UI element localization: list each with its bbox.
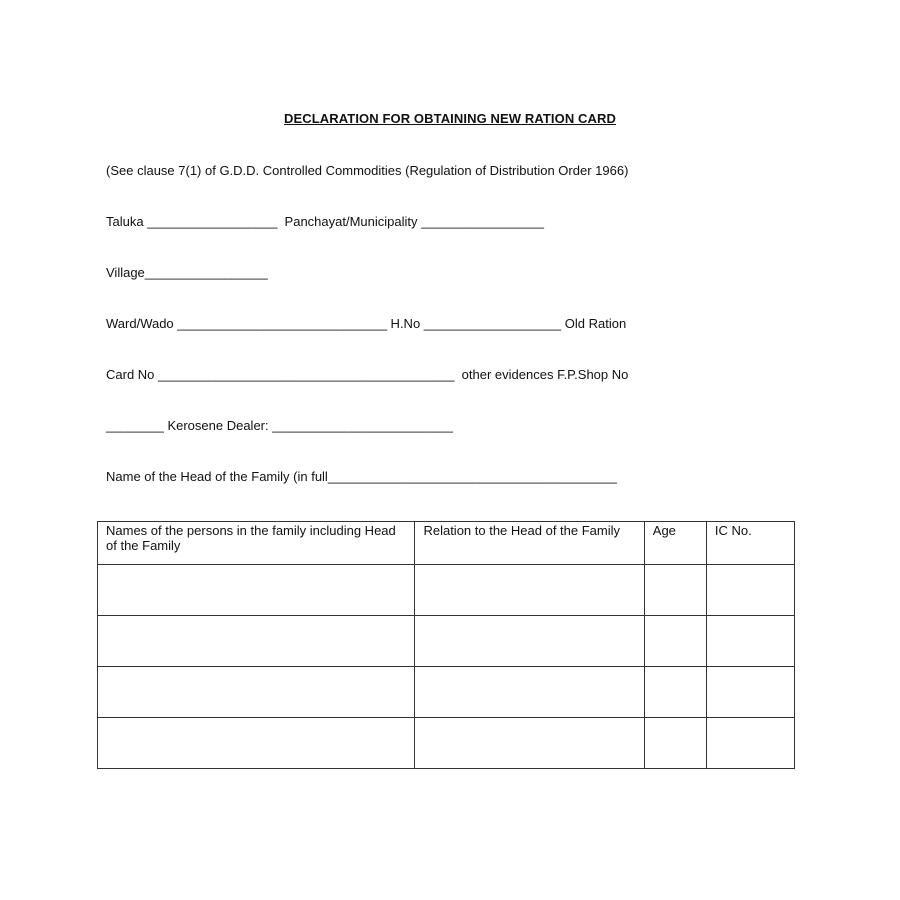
cell-ic-no[interactable] <box>706 667 794 718</box>
table-row <box>98 616 795 667</box>
cell-name[interactable] <box>98 718 415 769</box>
clause-reference-line: (See clause 7(1) of G.D.D. Controlled Commodities (Regulation of Distribution Order 1966) <box>106 163 629 178</box>
table-header-row <box>98 522 795 565</box>
kerosene-dealer-line: ________ Kerosene Dealer: _________________________ <box>106 418 453 433</box>
header-names: Names of the persons in the family including Head of the Family <box>98 522 415 565</box>
document-title: DECLARATION FOR OBTAINING NEW RATION CARD <box>284 111 616 126</box>
card-no-line: Card No _________________________________________ other evidences F.P.Shop No <box>106 367 629 382</box>
header-ic-no: IC No. <box>706 522 794 565</box>
cell-age[interactable] <box>644 565 706 616</box>
cell-ic-no[interactable] <box>706 718 794 769</box>
header-relation: Relation to the Head of the Family <box>415 522 644 565</box>
header-age: Age <box>644 522 706 565</box>
cell-age[interactable] <box>644 667 706 718</box>
cell-name[interactable] <box>98 616 415 667</box>
cell-relation[interactable] <box>415 616 644 667</box>
cell-age[interactable] <box>644 616 706 667</box>
cell-age[interactable] <box>644 718 706 769</box>
table-row <box>98 718 795 769</box>
cell-relation[interactable] <box>415 667 644 718</box>
table-row <box>98 565 795 616</box>
village-line: Village_________________ <box>106 265 268 280</box>
cell-ic-no[interactable] <box>706 616 794 667</box>
ward-hno-line: Ward/Wado _____________________________ H.No ___________________ Old Ration <box>106 316 627 331</box>
family-members-table <box>97 521 795 769</box>
table-row <box>98 667 795 718</box>
cell-name[interactable] <box>98 667 415 718</box>
cell-name[interactable] <box>98 565 415 616</box>
taluka-panchayat-line: Taluka __________________ Panchayat/Municipality _________________ <box>106 214 545 229</box>
cell-relation[interactable] <box>415 718 644 769</box>
cell-ic-no[interactable] <box>706 565 794 616</box>
cell-relation[interactable] <box>415 565 644 616</box>
head-of-family-line: Name of the Head of the Family (in full________________________________________ <box>106 469 618 484</box>
